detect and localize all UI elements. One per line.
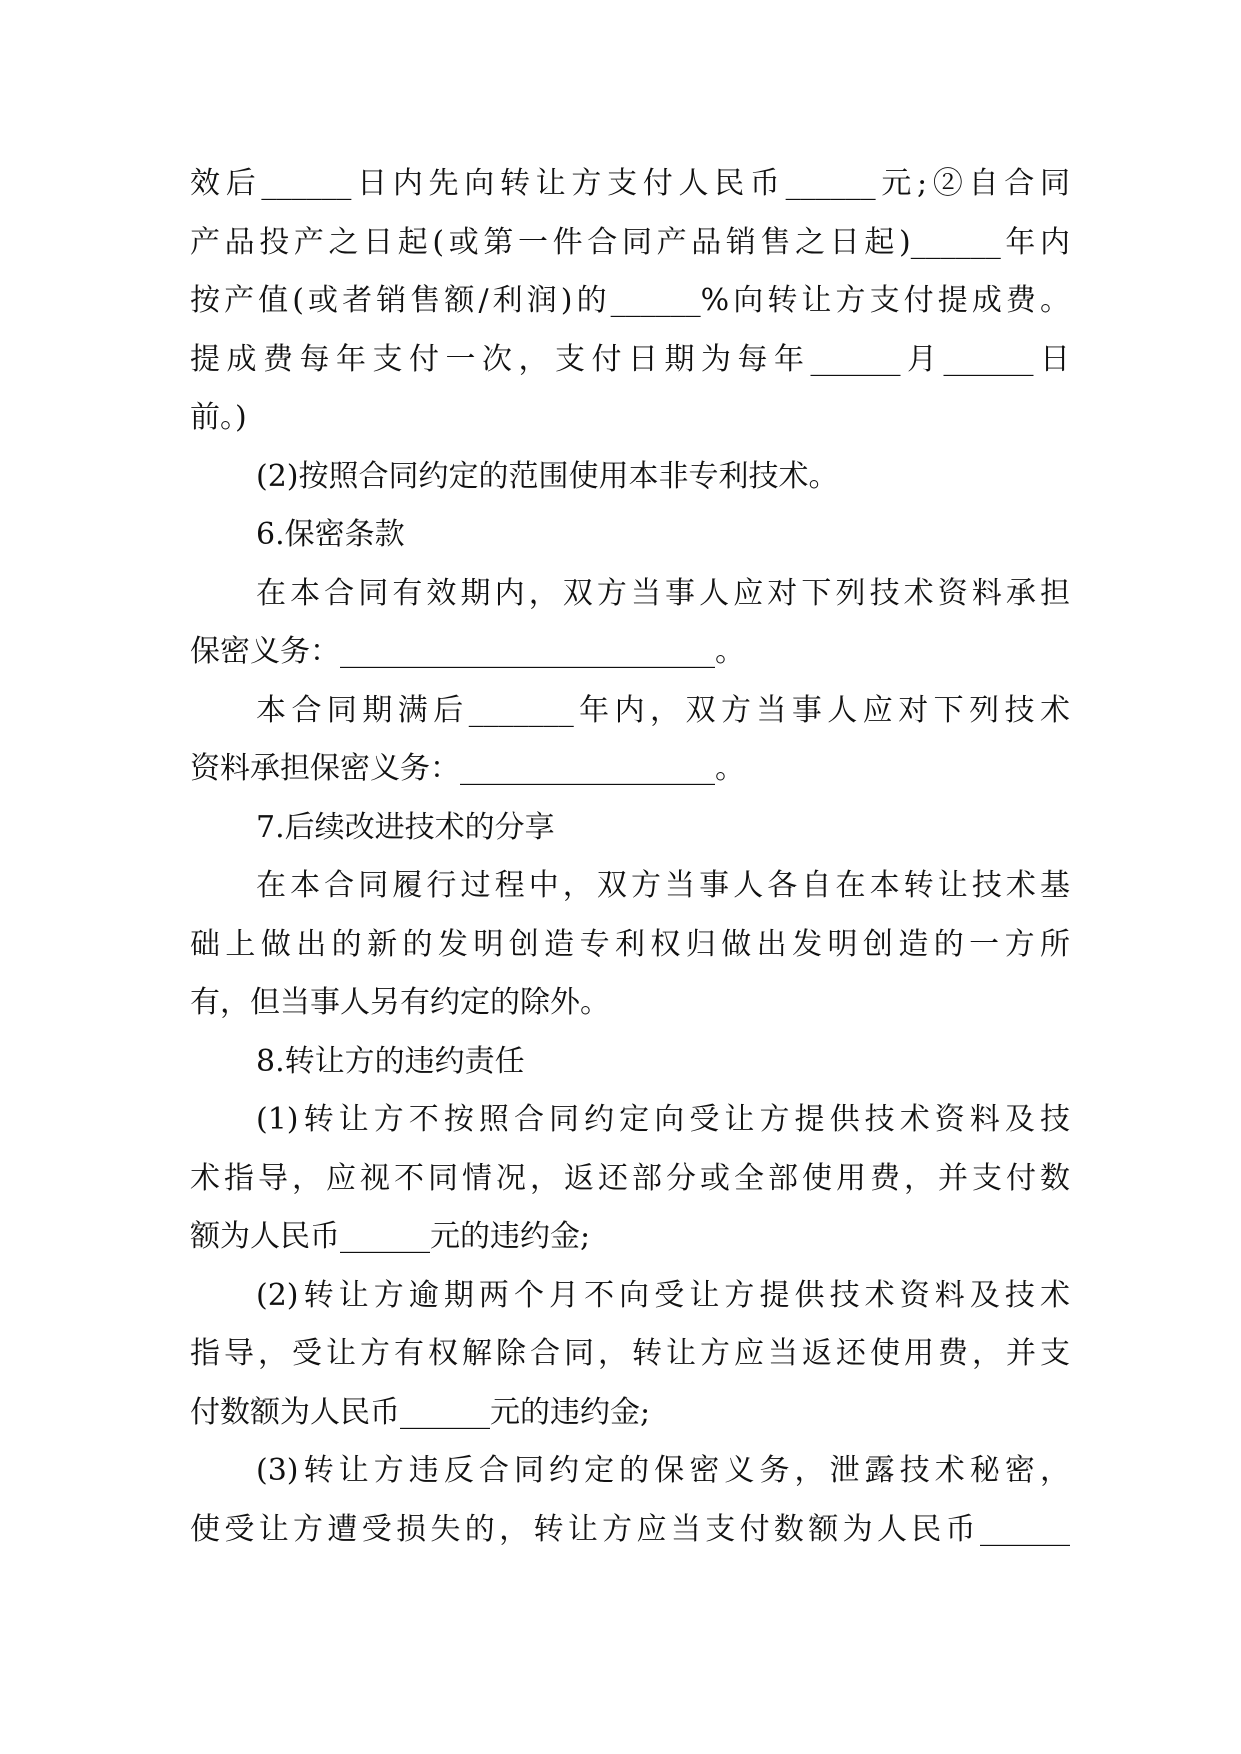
text-line: 资料承担保密义务：_________________。 (190, 751, 745, 786)
section-heading: 6.保密条款 (256, 517, 405, 552)
text-line: 保密义务：_________________________。 (190, 634, 745, 669)
text-line: 额为人民币______元的违约金; (190, 1219, 591, 1254)
text-line: 效后______日内先向转让方支付人民币______元;②自合同 (190, 166, 1070, 201)
text-line: 在本合同有效期内，双方当事人应对下列技术资料承担 (256, 575, 1070, 611)
text-line: 指导，受让方有权解除合同，转让方应当返还使用费，并支 (190, 1336, 1070, 1371)
document-body (190, 155, 1070, 1559)
text-line: 产品投产之日起(或第一件合同产品销售之日起)______年内 (190, 224, 1070, 260)
text-line: 按产值(或者销售额/利润)的______%向转让方支付提成费。 (190, 283, 1070, 318)
text-line: 提成费每年支付一次，支付日期为每年______月______日 (190, 341, 1070, 377)
text-line: (1)转让方不按照合同约定向受让方提供技术资料及技 (256, 1102, 1070, 1137)
text-line: 使受让方遭受损失的，转让方应当支付数额为人民币______ (190, 1511, 1070, 1547)
text-line: 础上做出的新的发明创造专利权归做出发明创造的一方所 (190, 926, 1070, 962)
text-line: (2)转让方逾期两个月不向受让方提供技术资料及技术 (256, 1277, 1070, 1313)
section-heading: 7.后续改进技术的分享 (256, 809, 555, 845)
text-line: 在本合同履行过程中，双方当事人各自在本转让技术基 (256, 868, 1070, 903)
text-line: 本合同期满后_______年内，双方当事人应对下列技术 (256, 692, 1070, 728)
text-line: 术指导，应视不同情况，返还部分或全部使用费，并支付数 (190, 1160, 1070, 1196)
text-line: 付数额为人民币______元的违约金; (190, 1394, 651, 1430)
text-line: (3)转让方违反合同约定的保密义务，泄露技术秘密， (256, 1453, 1070, 1488)
text-line: 有，但当事人另有约定的除外。 (190, 985, 610, 1020)
text-line: 前。) (190, 400, 247, 435)
text-line: (2)按照合同约定的范围使用本非专利技术。 (256, 458, 839, 494)
section-heading: 8.转让方的违约责任 (256, 1043, 525, 1079)
